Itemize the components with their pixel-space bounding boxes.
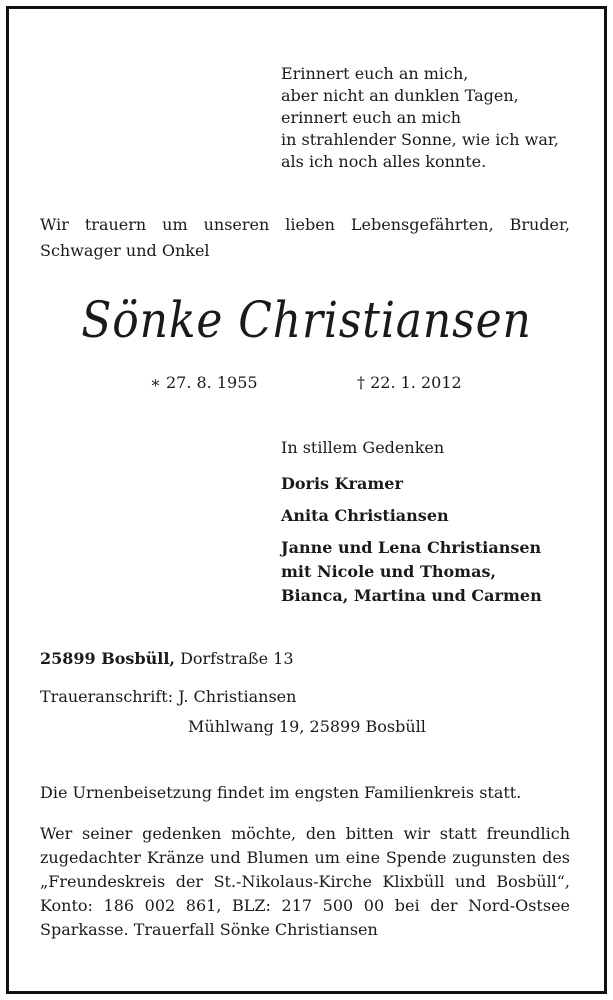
memorial-phrase: In stillem Gedenken xyxy=(281,438,445,457)
mourning-address-label: Traueranschrift: J. Christiansen xyxy=(40,687,297,706)
mourning-address-line: Mühlwang 19, 25899 Bosbüll xyxy=(188,717,426,736)
deceased-name: Sönke Christiansen xyxy=(81,291,532,349)
poem-line: als ich noch alles konnte. xyxy=(281,152,487,171)
birth-date: ∗ 27. 8. 1955 xyxy=(150,373,258,392)
poem-line: aber nicht an dunklen Tagen, xyxy=(281,86,519,105)
intro-text: Wir trauern um unseren lieben Lebensgefährten, Bruder, Schwager und Onkel xyxy=(40,215,570,260)
poem xyxy=(281,63,559,173)
mourner-name: Anita Christiansen xyxy=(281,506,449,525)
address-place: 25899 Bosbüll, xyxy=(40,649,175,668)
mourner-line: Janne und Lena Christiansen xyxy=(281,538,542,557)
death-date: † 22. 1. 2012 xyxy=(357,373,462,392)
donation-paragraph: Wer seiner gedenken möchte, den bitten wir statt freundlich zugedachter Kränze und Blumen um eine Spende zugunsten des „Freundeskreis der St.-Nikolaus-Kirche Klixbüll und Bosbüll“, Konto: 186 002 861, BLZ: 217 500 00 bei der Nord-Ostsee Sparkasse. Trauerfall Sönke Christiansen xyxy=(40,824,570,939)
mourner-line: Bianca, Martina und Carmen xyxy=(281,586,542,605)
poem-line: erinnert euch an mich xyxy=(281,108,462,127)
mourner-name: Doris Kramer xyxy=(281,474,403,493)
poem-line: in strahlender Sonne, wie ich war, xyxy=(281,130,559,149)
urn-notice: Die Urnenbeisetzung findet im engsten Familienkreis statt. xyxy=(40,783,522,802)
poem-line: Erinnert euch an mich, xyxy=(281,64,469,83)
home-address xyxy=(40,648,294,670)
mourner-group xyxy=(281,537,542,609)
address-street: Dorfstraße 13 xyxy=(174,649,294,668)
mourner-line: mit Nicole und Thomas, xyxy=(281,562,497,581)
